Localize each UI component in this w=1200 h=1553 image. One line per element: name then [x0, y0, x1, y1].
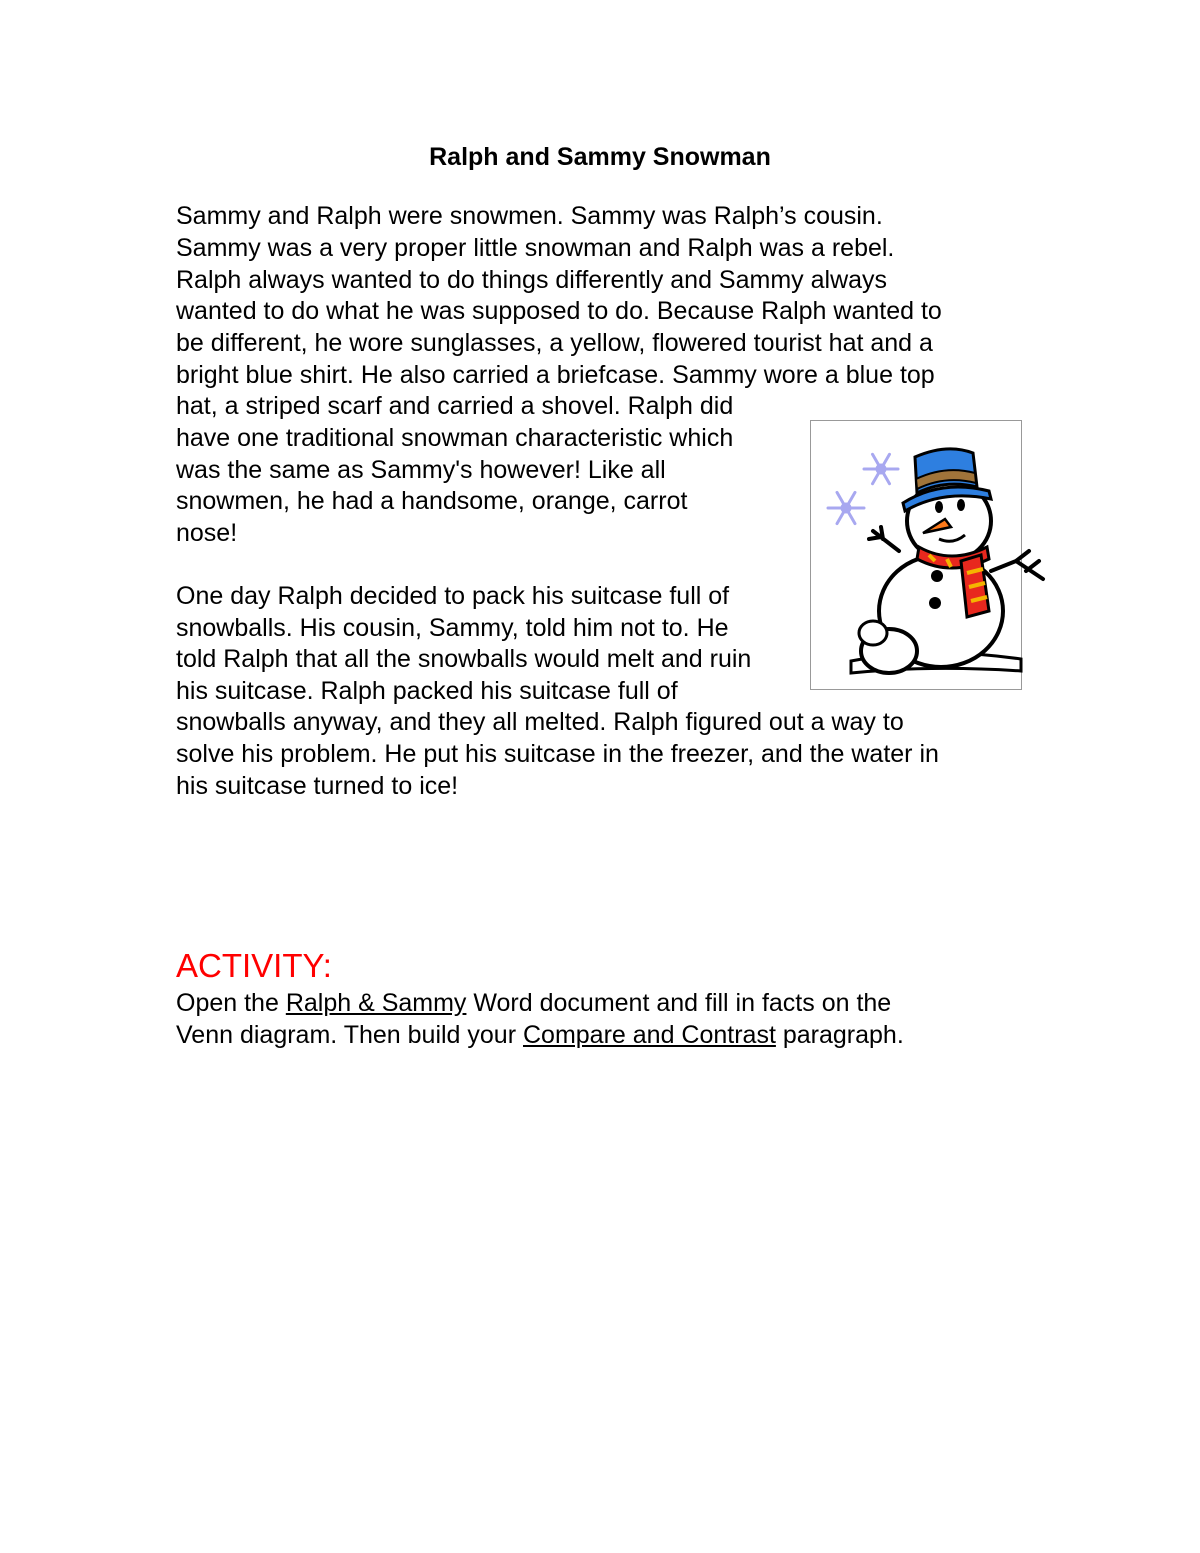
story-line: snowmen, he had a handsome, orange, carrot: [176, 487, 688, 515]
story-line: Sammy was a very proper little snowman and Ralph was a rebel.: [176, 234, 895, 262]
activity-line-2: [176, 1019, 904, 1051]
story-line: One day Ralph decided to pack his suitcase full of: [176, 582, 730, 610]
snowflake-icon: [828, 454, 898, 523]
story-line: snowballs anyway, and they all melted. Ralph figured out a way to: [176, 708, 904, 736]
story-line: solve his problem. He put his suitcase in the freezer, and the water in: [176, 740, 939, 768]
story-line: snowballs. His cousin, Sammy, told him not to. He: [176, 614, 729, 642]
activity-text: Open the: [176, 989, 286, 1017]
story-line: hat, a striped scarf and carried a shovel. Ralph did: [176, 392, 734, 420]
story-line: bright blue shirt. He also carried a briefcase. Sammy wore a blue top: [176, 361, 935, 389]
snowman-illustration: [810, 420, 1022, 690]
compare-contrast-link[interactable]: Compare and Contrast: [523, 1021, 776, 1049]
story-line: his suitcase turned to ice!: [176, 772, 459, 800]
story-line: Ralph always wanted to do things differently and Sammy always: [176, 266, 888, 294]
document-title: Ralph and Sammy Snowman: [429, 143, 771, 171]
story-line: Sammy and Ralph were snowmen. Sammy was Ralph’s cousin.: [176, 202, 883, 230]
story-line: told Ralph that all the snowballs would melt and ruin: [176, 645, 752, 673]
activity-line-1: [176, 987, 891, 1019]
story-line: was the same as Sammy's however! Like all: [176, 456, 666, 484]
activity-text: paragraph.: [775, 1021, 904, 1049]
activity-text: Venn diagram. Then build your: [176, 1021, 523, 1049]
activity-text: Word document and fill in facts on the: [466, 989, 892, 1017]
story-line: have one traditional snowman characteristic which: [176, 424, 734, 452]
snowman-icon: [811, 421, 1051, 691]
activity-heading: ACTIVITY:: [176, 947, 332, 984]
story-line: nose!: [176, 519, 238, 547]
story-line: be different, he wore sunglasses, a yellow, flowered tourist hat and a: [176, 329, 933, 357]
story-line: his suitcase. Ralph packed his suitcase full of: [176, 677, 678, 705]
ralph-sammy-document-link[interactable]: Ralph & Sammy: [285, 989, 467, 1017]
story-line: wanted to do what he was supposed to do. Because Ralph wanted to: [176, 297, 942, 325]
